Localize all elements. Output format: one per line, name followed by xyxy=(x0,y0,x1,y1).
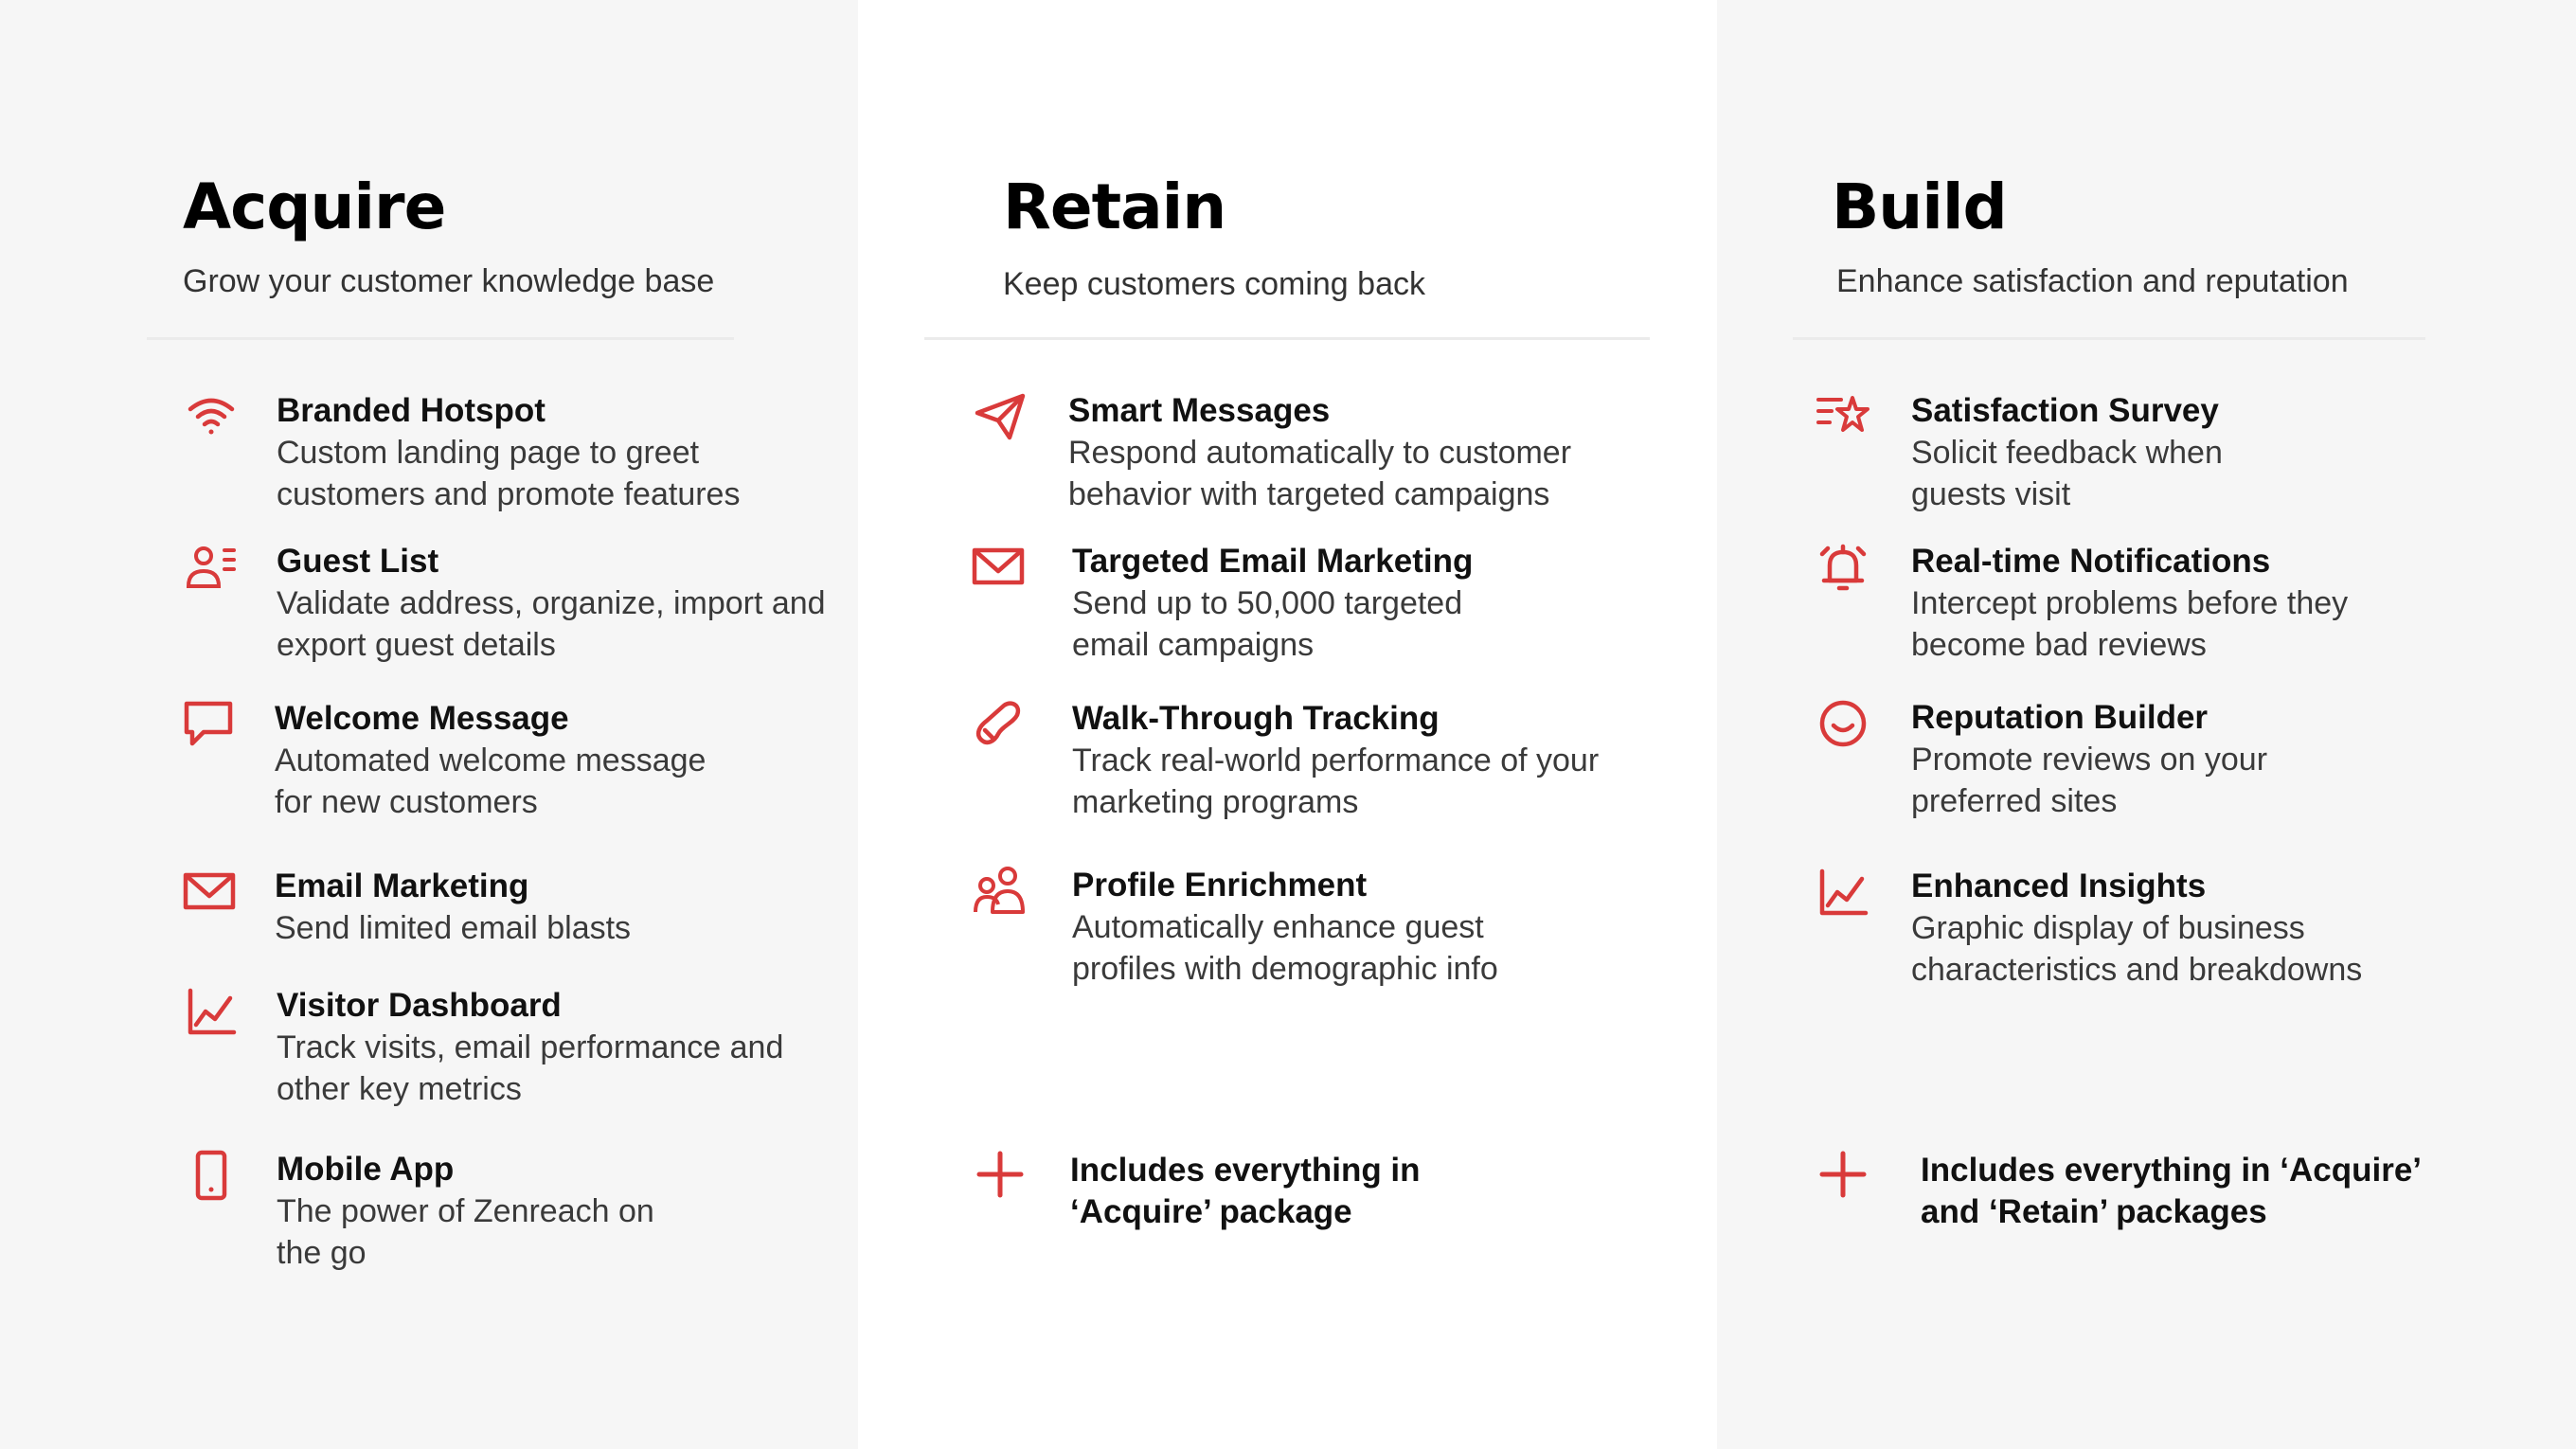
includes-line-2: and ‘Retain’ packages xyxy=(1921,1193,2267,1230)
retain-subtitle: Keep customers coming back xyxy=(1003,266,1425,302)
feature-description: Solicit feedback when guests visit xyxy=(1911,435,2223,512)
chat-bubble-icon xyxy=(183,698,236,751)
people-icon xyxy=(972,865,1025,918)
build-column xyxy=(1717,0,2576,1449)
includes-line-2: ‘Acquire’ package xyxy=(1070,1193,1352,1230)
envelope-icon xyxy=(972,541,1025,594)
feature-title: Guest List xyxy=(277,543,439,580)
feature-title: Targeted Email Marketing xyxy=(1072,543,1474,580)
line-chart-icon xyxy=(185,985,238,1038)
feature-title: Visitor Dashboard xyxy=(277,987,562,1024)
retain-title: Retain xyxy=(1003,170,1226,243)
paper-plane-icon xyxy=(974,390,1027,443)
feature-title: Email Marketing xyxy=(275,868,529,904)
feature-title: Walk-Through Tracking xyxy=(1072,700,1440,737)
build-subtitle: Enhance satisfaction and reputation xyxy=(1836,263,2349,299)
plus-icon xyxy=(974,1150,1027,1203)
retain-divider xyxy=(924,337,1650,340)
plus-icon xyxy=(1816,1150,1869,1203)
smiley-icon xyxy=(1816,697,1869,750)
feature-title: Welcome Message xyxy=(275,700,569,737)
retain-column xyxy=(858,0,1717,1449)
alarm-bell-icon xyxy=(1816,541,1869,594)
survey-star-icon xyxy=(1816,390,1869,443)
footprint-icon xyxy=(972,698,1025,751)
feature-description: Validate address, organize, import and export guest details xyxy=(277,585,826,663)
envelope-icon xyxy=(183,866,236,919)
feature-description: Promote reviews on your preferred sites xyxy=(1911,742,2268,819)
feature-title: Reputation Builder xyxy=(1911,699,2209,736)
wifi-icon xyxy=(185,390,238,443)
acquire-title: Acquire xyxy=(183,170,446,243)
feature-description: Track real-world performance of your marketing programs xyxy=(1072,742,1600,820)
feature-title: Branded Hotspot xyxy=(277,392,546,429)
includes-line-1: Includes everything in xyxy=(1070,1152,1421,1189)
line-chart-icon xyxy=(1816,866,1869,919)
feature-description: Custom landing page to greet customers and promote features xyxy=(277,435,741,512)
build-title: Build xyxy=(1832,170,2007,243)
feature-description: Respond automatically to customer behavior with targeted campaigns xyxy=(1068,435,1572,512)
feature-title: Smart Messages xyxy=(1068,392,1331,429)
feature-description: Graphic display of business characteristics and breakdowns xyxy=(1911,910,2363,988)
build-divider xyxy=(1793,337,2425,340)
mobile-phone-icon xyxy=(185,1149,238,1202)
feature-title: Real-time Notifications xyxy=(1911,543,2271,580)
feature-description: The power of Zenreach on the go xyxy=(277,1193,654,1271)
acquire-divider xyxy=(147,337,734,340)
acquire-column xyxy=(0,0,858,1449)
includes-line-1: Includes everything in ‘Acquire’ xyxy=(1921,1152,2423,1189)
guest-list-icon xyxy=(185,541,238,594)
feature-description: Send limited email blasts xyxy=(275,910,632,946)
feature-description: Intercept problems before they become bad reviews xyxy=(1911,585,2349,663)
feature-title: Profile Enrichment xyxy=(1072,867,1368,903)
feature-title: Satisfaction Survey xyxy=(1911,392,2219,429)
feature-title: Mobile App xyxy=(277,1151,455,1188)
feature-description: Send up to 50,000 targeted email campaigns xyxy=(1072,585,1463,663)
feature-title: Enhanced Insights xyxy=(1911,868,2207,904)
feature-description: Automatically enhance guest profiles with demographic info xyxy=(1072,909,1498,987)
feature-description: Track visits, email performance and other key metrics xyxy=(277,1029,784,1107)
feature-description: Automated welcome message for new customers xyxy=(275,742,707,820)
acquire-subtitle: Grow your customer knowledge base xyxy=(183,263,715,299)
